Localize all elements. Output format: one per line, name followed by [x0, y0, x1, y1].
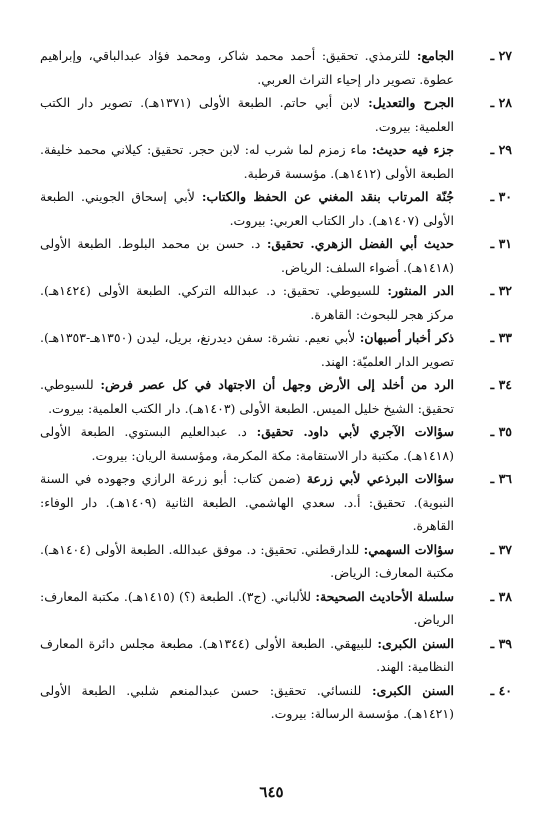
- entry-title: جزء فيه حديث:: [371, 142, 454, 157]
- entry-number: ٢٩ ـ: [490, 142, 512, 157]
- bibliography-entry: [40, 185, 512, 232]
- bibliography-entry: [40, 585, 512, 632]
- entry-text: للترمذي. تحقيق: أحمد محمد شاكر، ومحمد فؤاد عبدالباقي، وإبراهيم عطوة. تصوير دار إحياء التراث العربي.: [40, 48, 454, 87]
- entry-text: لابن أبي حاتم. الطبعة الأولى (١٣٧١هـ). تصوير دار الكتب العلمية: بيروت.: [40, 95, 454, 134]
- bibliography-entry: [40, 538, 512, 585]
- entry-number: ٣٧ ـ: [490, 541, 512, 557]
- entry-number: ٤٠ ـ: [490, 682, 512, 698]
- entry-title: سؤالات البرذعي لأبي زرعة: [306, 471, 454, 486]
- entry-text: للألباني. (ج٣). الطبعة (؟) (١٤١٥هـ). مكتبة المعارف: الرياض.: [40, 588, 454, 627]
- entry-title: سؤالات الآجري لأبي داود. تحقيق:: [256, 424, 454, 439]
- entry-text: للسيوطي. تحقيق: الشيخ خليل الميس. الطبعة الأولى (١٤٠٣هـ). دار الكتب العلمية: بيروت.: [40, 377, 454, 416]
- entry-title: الجامع:: [416, 48, 454, 63]
- entry-text: (ضمن كتاب: أبو زرعة الرازي وجهوده في السنة النبوية). تحقيق: أ.د. سعدي الهاشمي. الطبعة الثانية (١٤٠٩هـ). دار الوفاء: القاهرة.: [40, 471, 454, 533]
- entry-text: د. حسن بن محمد البلوط. الطبعة الأولى (١٤١٨هـ). أضواء السلف: الرياض.: [40, 236, 454, 275]
- entry-text: للنسائي. تحقيق: حسن عبدالمنعم شلبي. الطبعة الأولى (١٤٢١هـ). مؤسسة الرسالة: بيروت.: [40, 682, 454, 721]
- entry-number: ٣٩ ـ: [490, 635, 512, 651]
- entry-number: ٢٨ ـ: [490, 95, 512, 110]
- entry-text: للسيوطي. تحقيق: د. عبدالله التركي. الطبعة الأولى (١٤٢٤هـ). مركز هجر للبحوث: القاهرة.: [40, 283, 454, 322]
- entry-number: ٣٨ ـ: [490, 588, 512, 604]
- bibliography-entry: [40, 232, 512, 279]
- entry-text: لأبي إسحاق الجويني. الطبعة الأولى (١٤٠٧هـ). دار الكتاب العربي: بيروت.: [40, 189, 454, 228]
- bibliography-entry: [40, 44, 512, 91]
- bibliography-entry: [40, 326, 512, 373]
- bibliography-entry: [40, 373, 512, 420]
- entry-number: ٣٢ ـ: [490, 283, 512, 298]
- bibliography-entry: [40, 679, 512, 726]
- bibliography-entry: [40, 467, 512, 538]
- bibliography-entry: [40, 279, 512, 326]
- entry-number: ٣٤ ـ: [490, 377, 512, 392]
- entry-text: للدارقطني. تحقيق: د. موفق عبدالله. الطبعة الأولى (١٤٠٤هـ). مكتبة المعارف: الرياض.: [40, 541, 454, 580]
- entry-title: الدر المنثور:: [387, 283, 454, 298]
- entry-title: حديث أبي الفضل الزهري. تحقيق:: [266, 236, 454, 251]
- entry-number: ٣١ ـ: [490, 236, 512, 251]
- entry-text: د. عبدالعليم البستوي. الطبعة الأولى (١٤١٨هـ). مكتبة دار الاستقامة: مكة المكرمة، ومؤسسة الريان: بيروت.: [40, 424, 454, 463]
- page-number: ٦٤٥: [259, 783, 284, 801]
- entry-title: سؤالات السهمي:: [363, 541, 454, 557]
- bibliography-entry: [40, 91, 512, 138]
- entry-text: للبيهقي. الطبعة الأولى (١٣٤٤هـ). مطبعة مجلس دائرة المعارف النظامية: الهند.: [40, 635, 454, 674]
- entry-number: ٣٦ ـ: [490, 471, 512, 486]
- entry-title: الجرح والتعديل:: [368, 95, 454, 110]
- entry-number: ٣٠ ـ: [490, 189, 512, 204]
- entry-title: الرد من أخلد إلى الأرض وجهل أن الاجتهاد في كل عصر فرض:: [100, 377, 454, 392]
- bibliography-entry: [40, 420, 512, 467]
- entry-title: جُنّة المرتاب بنقد المغني عن الحفظ والكتاب:: [201, 189, 454, 204]
- bibliography-entry: [40, 138, 512, 185]
- bibliography-entry: [40, 632, 512, 679]
- entry-title: السنن الكبرى:: [377, 635, 454, 651]
- entry-number: ٣٣ ـ: [490, 330, 512, 345]
- entry-text: ماء زمزم لما شرب له: لابن حجر. تحقيق: كيلاني محمد خليفة. الطبعة الأولى (١٤١٢هـ). مؤسسة قرطبة.: [40, 142, 454, 181]
- bibliography-list: [40, 44, 512, 726]
- entry-text: لأبي نعيم. نشرة: سفن ديدرنغ، بريل، ليدن (١٣٥٠هـ-١٣٥٣هـ). تصوير الدار العلميّة: الهند.: [40, 330, 454, 369]
- entry-title: السنن الكبرى:: [371, 682, 454, 698]
- entry-title: ذكر أخبار أصبهان:: [359, 330, 454, 345]
- entry-number: ٢٧ ـ: [490, 48, 512, 63]
- entry-title: سلسلة الأحاديث الصحيحة:: [315, 588, 454, 604]
- entry-number: ٣٥ ـ: [490, 424, 512, 439]
